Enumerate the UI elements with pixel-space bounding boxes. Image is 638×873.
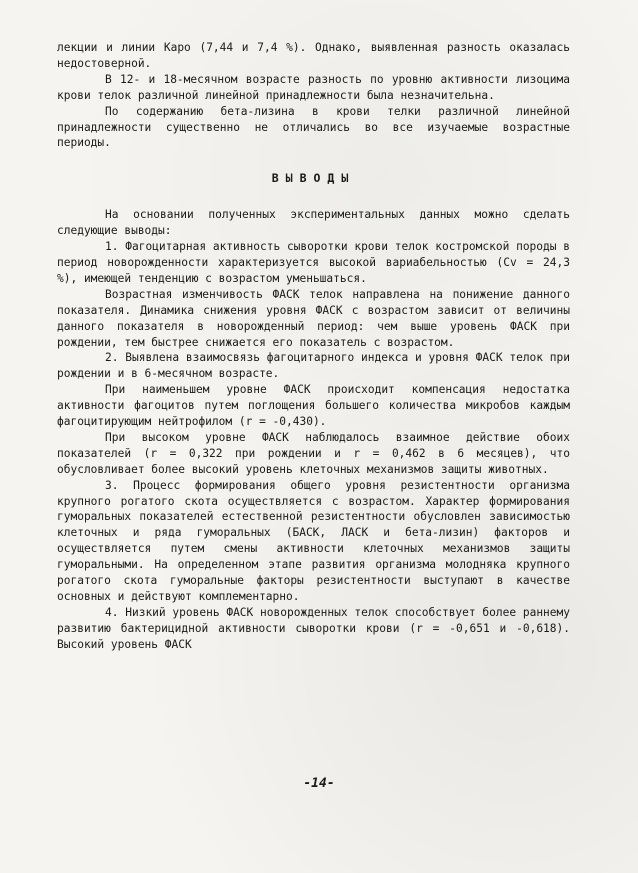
conclusion-2: 2. Выявлена взаимосвязь фагоцитарного индекса и уровня ФАСК телок при рождении и в 6-месячном возрасте. (57, 351, 570, 381)
paragraph-1: лекции и линии Каро (7,44 и 7,4 %). Однако, выявленная разность оказалась недостоверной. (57, 41, 570, 70)
conclusion-1: 1. Фагоцитарная активность сыворотки крови телок костромской породы в период новорожденности характеризуется высокой вариабельностью (Cv = 24,3 %), имеющей тенденцию с возрастом уменьшаться. (57, 240, 570, 285)
conclusion-4: 4. Низкий уровень ФАСК новорожденных телок способствует более раннему развитию бактерицидной активности сыворотки крови (r = -0,651 и -0,618). Высокий уровень ФАСК (57, 605, 570, 651)
paragraph-6: При наименьшем уровне ФАСК происходит компенсация недостатка активности фагоцитов путем поглощения большего количества микробов каждым фагоцитирующим нейтрофилом (r = -0,430). (57, 383, 570, 429)
paragraph-7: При высоком уровне ФАСК наблюдалось взаимное действие обоих показателей (r = 0,322 при рождении и r = 0,462 в 6 месяцев), что обусловливает более высокий уровень клеточных механизмов защиты животных. (57, 430, 570, 476)
conclusion-3: 3. Процесс формирования общего уровня резистентности организма крупного рогатого скота осуществляется с возрастом. Характер формирования гуморальных показателей естественной резистентности обусловлен зависимостью клеточных и ряда гуморальных (БАСК, ЛАСК и бета-лизин) факторов и осуществляется путем смены активности клеточных механизмов защиты гуморальными. На определенном этапе развития организма молодняка крупного рогатого скота гуморальные факторы резистентности выступают в качестве основных и действуют комплементарно. (57, 478, 570, 603)
section-heading: ВЫВОДЫ (271, 171, 356, 186)
paragraph-5: Возрастная изменчивость ФАСК телок направлена на понижение данного показателя. Динамика снижения уровня ФАСК с возрастом зависит от величины данного показателя в новорожденный период: чем выше уровень ФАСК при рождении, тем быстрее снижается его показатель с возрастом. (57, 287, 570, 349)
body-text (57, 40, 570, 653)
paragraph-2: В 12- и 18-месячном возрасте разность по уровню активности лизоцима крови телок различной линейной принадлежности была незначительна. (57, 72, 570, 102)
page-number: -14- (303, 776, 335, 791)
paragraph-3: По содержанию бета-лизина в крови телки различной линейной принадлежности существенно не отличались во все изучаемые возрастные периоды. (57, 104, 570, 150)
paragraph-4: На основании полученных экспериментальных данных можно сделать следующие выводы: (57, 208, 570, 238)
